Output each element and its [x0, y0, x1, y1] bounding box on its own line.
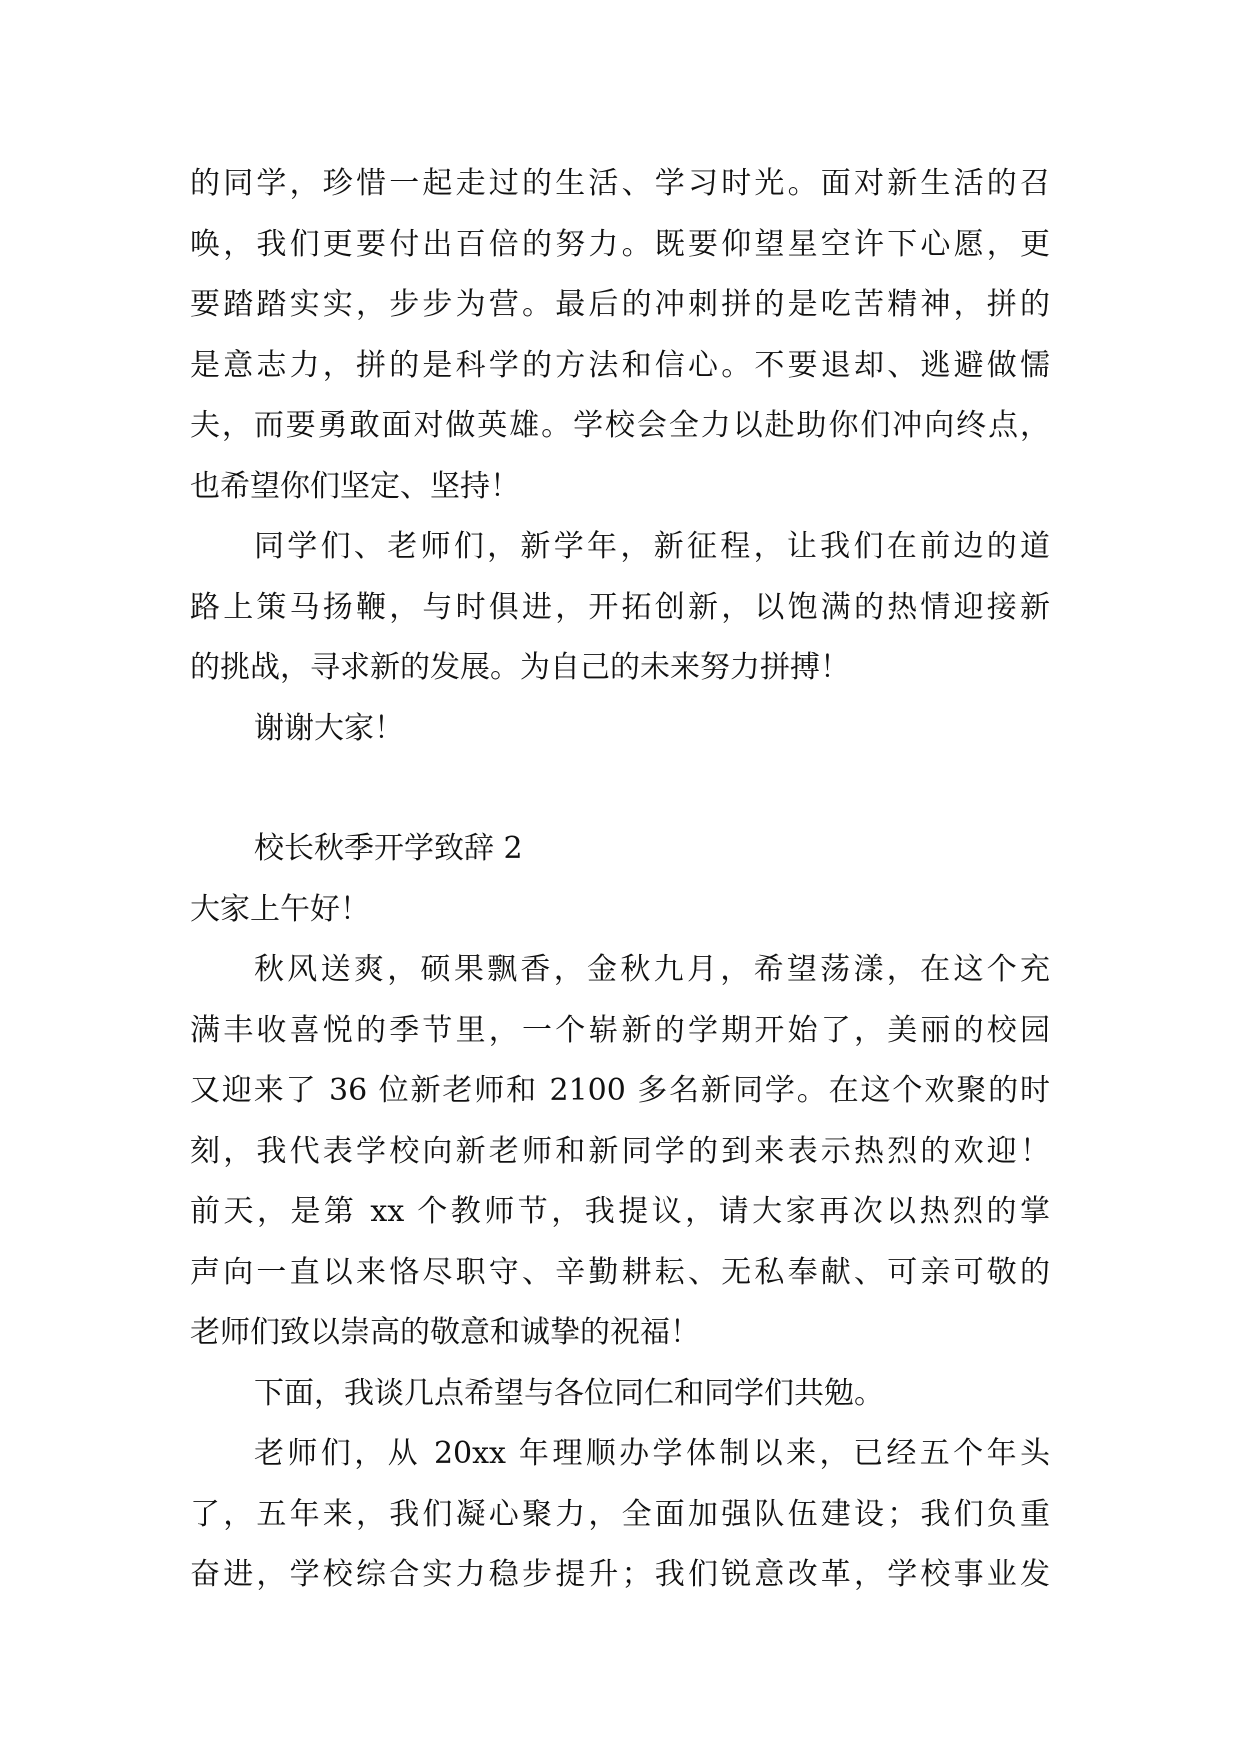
text-line: 的挑战，寻求新的发展。为自己的未来努力拼搏！: [190, 650, 850, 685]
text-line: 秋风送爽，硕果飘香，金秋九月，希望荡漾，在这个充: [254, 952, 1050, 987]
text-line: 是意志力，拼的是科学的方法和信心。不要退却、逃避做懦: [190, 347, 1050, 383]
paragraph-1: [190, 154, 1050, 517]
text-line: 要踏踏实实，步步为营。最后的冲刺拼的是吃苦精神，拼的: [190, 287, 1050, 322]
section-title: 校长秋季开学致辞 2: [254, 831, 523, 866]
text-line: 前天，是第 xx 个教师节，我提议，请大家再次以热烈的掌: [190, 1194, 1050, 1229]
text-line: 同学们、老师们，新学年，新征程，让我们在前边的道: [254, 529, 1050, 564]
paragraph-2: [190, 517, 1050, 699]
greeting-line: 大家上午好！: [190, 891, 370, 927]
text-line: 唤，我们更要付出百倍的努力。既要仰望星空许下心愿，更: [190, 226, 1050, 262]
closing-line: 谢谢大家！: [254, 710, 404, 746]
text-line: 夫，而要勇敢面对做英雄。学校会全力以赴助你们冲向终点，: [190, 408, 1050, 443]
text-line: 路上策马扬鞭，与时俱进，开拓创新，以饱满的热情迎接新: [190, 589, 1050, 625]
text-line: 声向一直以来恪尽职守、辛勤耕耘、无私奉献、可亲可敬的: [190, 1254, 1050, 1290]
text-line: 奋进，学校综合实力稳步提升；我们锐意改革，学校事业发: [190, 1557, 1050, 1592]
paragraph-3: [190, 940, 1050, 1364]
paragraph-4: [190, 1364, 1050, 1425]
document-body: [190, 154, 1050, 1606]
text-line: 了，五年来，我们凝心聚力，全面加强队伍建设；我们负重: [190, 1496, 1050, 1532]
text-line: 也希望你们坚定、坚持！: [190, 468, 520, 504]
text-line: 的同学，珍惜一起走过的生活、学习时光。面对新生活的召: [190, 166, 1050, 201]
text-line: 老师们致以崇高的敬意和诚挚的祝福！: [190, 1315, 700, 1350]
text-line: 老师们，从 20xx 年理顺办学体制以来，已经五个年头: [254, 1436, 1050, 1471]
paragraph-5: [190, 1424, 1050, 1606]
text-line: 下面，我谈几点希望与各位同仁和同学们共勉。: [254, 1375, 884, 1411]
text-line: 又迎来了 36 位新老师和 2100 多名新同学。在这个欢聚的时: [190, 1073, 1050, 1108]
text-line: 刻，我代表学校向新老师和新同学的到来表示热烈的欢迎！: [190, 1133, 1050, 1169]
section-spacer: [190, 759, 1050, 819]
text-line: 满丰收喜悦的季节里，一个崭新的学期开始了，美丽的校园: [190, 1012, 1050, 1048]
